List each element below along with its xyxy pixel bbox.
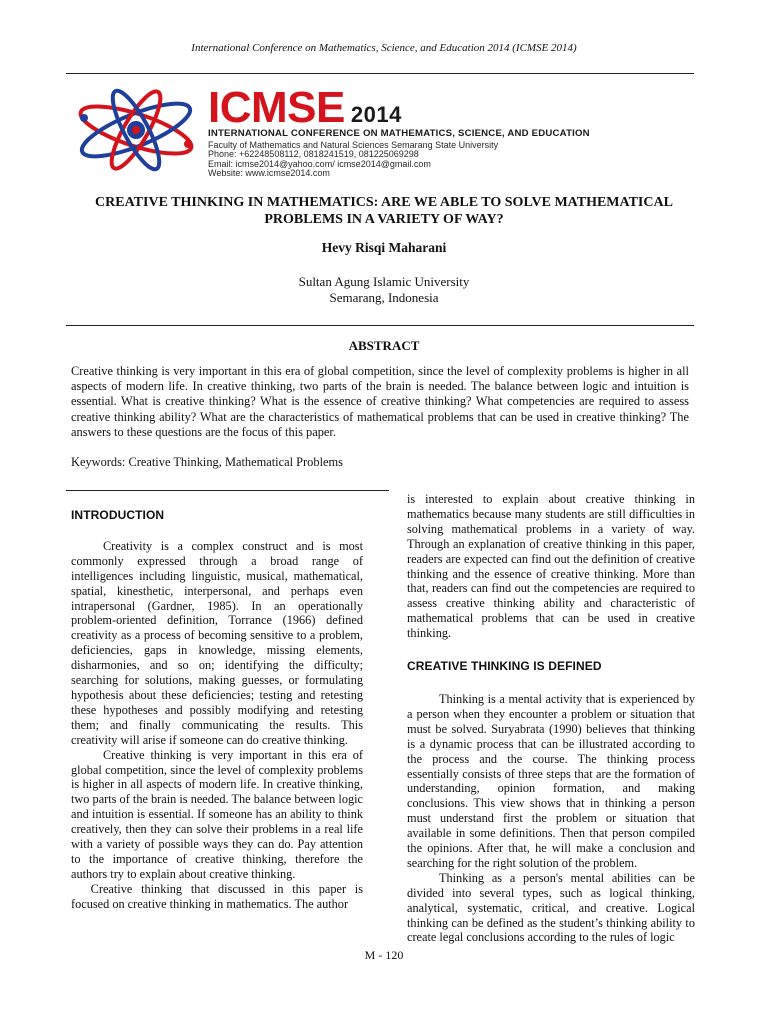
- paragraph: Creativity is a complex construct and is most commonly expressed through a broad range of intelligences including linguistic, musical, mathematical, spatial, kinesthetic, interpersonal, and perhaps even intrapersonal (Gardner, 1985). In an operationally problem-oriented definition, Torrance (1966) defined creativity as a process of becoming sensitive to a problem, deficiencies, gaps in knowledge, missing elements, disharmonies, and so on; identifying the difficulty; searching for solutions, making guesses, or formulating hypothesis about these deficiencies; testing and retesting these hypotheses and possibly modifying and retesting them; and finally communicating the results. This creativity will arise if someone can do creative thinking.: [71, 538, 363, 747]
- section-heading-defined: CREATIVE THINKING IS DEFINED: [407, 659, 602, 674]
- left-column: [71, 508, 363, 912]
- brand-name: ICMSE: [208, 83, 345, 132]
- affiliation-line: Semarang, Indonesia: [329, 290, 439, 305]
- author-affiliation: [0, 274, 768, 306]
- title-rule: [66, 325, 694, 326]
- paragraph: Thinking as a person's mental abilities can be divided into several types, such as logical thinking, analytical, systematic, critical, and creative. Logical thinking can be defined as the student’s thinking ability to create legal conclusions according to the rules of logic: [407, 870, 695, 945]
- keywords: Keywords: Creative Thinking, Mathematical Problems: [71, 455, 343, 469]
- contact-line: Website: www.icmse2014.com: [208, 167, 330, 178]
- page-number: M - 120: [364, 948, 404, 962]
- paragraph: Thinking is a mental activity that is experienced by a person when they encounter a problem or situation that must be solved. Suryabrata (1990) believes that thinking is a dynamic process that can be illustrated according to the process and the course. The thinking process essentially consists of three steps that are the formation of understanding, opinion formation, and making conclusions. This view shows that in thinking a person must understand first the problem or situation that available in some definitions. Then that person compiled the opinions. After that, he will make a conclusion and searching for the right solution of the problem.: [407, 691, 695, 870]
- atom-emblem-icon: [70, 84, 202, 176]
- contact-line: Faculty of Mathematics and Natural Sciences Semarang State University: [208, 140, 499, 150]
- title-line: CREATIVE THINKING IN MATHEMATICS: ARE WE ABLE TO SOLVE MATHEMATICAL: [95, 195, 673, 210]
- paper-title: [80, 194, 688, 228]
- conference-full-name: INTERNATIONAL CONFERENCE ON MATHEMATICS, SCIENCE, AND EDUCATION: [208, 128, 590, 139]
- paragraph: is interested to explain about creative thinking in mathematics because many students are still difficulties in solving mathematical problems in a variety of way. Through an explanation of creative thinking in this paper, readers are expected can find out the definition of creative thinking and the essence of creative thinking. More than that, readers can find out the competencies are required to assess creative thinking ability and characteristic of mathematical problems that can be used in creative thinking.: [407, 492, 695, 641]
- conference-logo: [70, 84, 700, 176]
- conference-contact: [208, 141, 498, 178]
- author-name: Hevy Risqi Maharani: [321, 240, 447, 255]
- brand-year: 2014: [350, 102, 402, 127]
- paragraph: Creative thinking is very important in this era of global competition, since the level of complexity problems is higher in all aspects of modern life. In creative thinking, two parts of the brain is needed. The balance between logic and intuition is essential. If someone has an ability to think creatively, then they can solve their problems in a real life with a variety of possible ways they can do. Pay attention to the importance of creative thinking, therefore the authors try to explain about creative thinking.: [71, 747, 363, 881]
- header-rule: [66, 73, 694, 74]
- right-column: [407, 492, 695, 945]
- section-heading-introduction: INTRODUCTION: [71, 508, 165, 522]
- affiliation-line: Sultan Agung Islamic University: [298, 274, 470, 289]
- title-line: PROBLEMS IN A VARIETY OF WAY?: [264, 212, 504, 227]
- conference-brand: [208, 83, 402, 132]
- contact-line: Email: icmse2014@yahoo.com/ icmse2014@gmail.com: [208, 158, 431, 169]
- paragraph: Creative thinking that discussed in this paper is focused on creative thinking in mathematics. The author: [71, 881, 363, 911]
- abstract-heading: ABSTRACT: [348, 338, 420, 353]
- running-head: International Conference on Mathematics, Science, and Education 2014 (ICMSE 2014): [191, 42, 577, 54]
- abstract-rule: [66, 490, 389, 491]
- abstract-text: Creative thinking is very important in this era of global competition, since the level of complexity problems is higher in all aspects of modern life. In creative thinking, two parts of the brain is needed. The balance between logic and intuition is essential. What is creative thinking? What is the essence of creative thinking? What competencies are required to assess creative thinking ability? What are the characteristics of mathematical problems that can be used in creative thinking? The answers to these questions are the focus of this paper.: [71, 364, 689, 439]
- contact-line: Phone: +62248508112, 0818241519, 081225069298: [208, 149, 419, 160]
